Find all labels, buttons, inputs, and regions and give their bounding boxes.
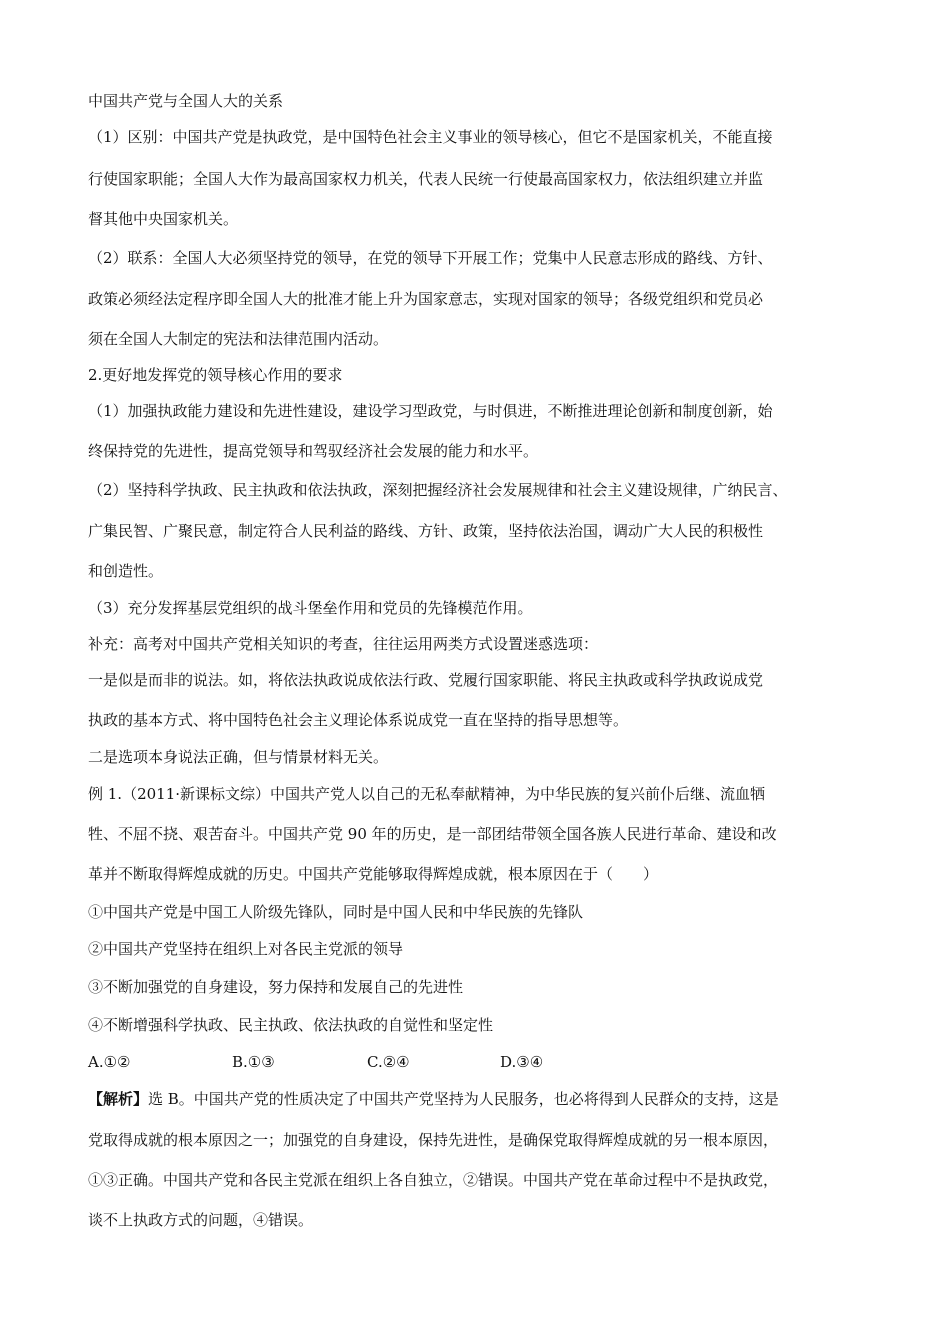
answer-options [88,1051,688,1073]
option-a: A.①② [88,1053,131,1071]
example-question: 例 1.（2011·新课标文综）中国共产党人以自己的无私奉献精神，为中华民族的复兴前仆后继、流血牺 [88,785,766,803]
text-line: 行使国家职能；全国人大作为最高国家权力机关，代表人民统一行使最高国家权力，依法组织建立并监 [88,170,764,188]
text-line: 谈不上执政方式的问题，④错误。 [88,1211,314,1229]
supplement-heading: 补充：高考对中国共产党相关知识的考查，往往运用两类方式设置迷惑选项： [88,635,599,653]
text-line: 须在全国人大制定的宪法和法律范围内活动。 [88,330,389,348]
text-line: 二是选项本身说法正确，但与情景材料无关。 [88,748,389,766]
text-line: 和创造性。 [88,562,164,580]
statement-4: ④不断增强科学执政、民主执政、依法执政的自觉性和坚定性 [88,1016,494,1034]
analysis-line [88,1088,779,1110]
text-line: （2）联系：全国人大必须坚持党的领导，在党的领导下开展工作；党集中人民意志形成的路线、方针、 [88,249,773,267]
option-d: D.③④ [500,1053,544,1071]
analysis-text: 选 B。中国共产党的性质决定了中国共产党坚持为人民服务，也必将得到人民群众的支持，这是 [148,1090,779,1108]
text-line: 执政的基本方式、将中国特色社会主义理论体系说成党一直在坚持的指导思想等。 [88,711,629,729]
text-line: 终保持党的先进性，提高党领导和驾驭经济社会发展的能力和水平。 [88,442,539,460]
text-line: （2）坚持科学执政、民主执政和依法执政，深刻把握经济社会发展规律和社会主义建设规律，广纳民言、 [88,481,788,499]
text-line: （3）充分发挥基层党组织的战斗堡垒作用和党员的先锋模范作用。 [88,599,533,617]
statement-2: ②中国共产党坚持在组织上对各民主党派的领导 [88,940,404,958]
text-line: 督其他中央国家机关。 [88,210,239,228]
text-line: ①③正确。中国共产党和各民主党派在组织上各自独立，②错误。中国共产党在革命过程中不是执政党， [88,1171,779,1189]
text-line: 一是似是而非的说法。如，将依法执政说成依法行政、党履行国家职能、将民主执政或科学执政说成党 [88,671,764,689]
analysis-label: 【解析】 [88,1090,149,1108]
text-line: 广集民智、广聚民意，制定符合人民利益的路线、方针、政策，坚持依法治国，调动广大人民的积极性 [88,522,764,540]
text-line: （1）加强执政能力建设和先进性建设，建设学习型政党，与时俱进，不断推进理论创新和制度创新，始 [88,402,773,420]
option-c: C.②④ [367,1053,410,1071]
text-line: 牲、不屈不挠、艰苦奋斗。中国共产党 90 年的历史，是一部团结带领全国各族人民进行革命、建设和改 [88,825,777,843]
text-line: （1）区别：中国共产党是执政党，是中国特色社会主义事业的领导核心，但它不是国家机关，不能直接 [88,128,773,146]
statement-1: ①中国共产党是中国工人阶级先锋队，同时是中国人民和中华民族的先锋队 [88,903,584,921]
option-b: B.①③ [232,1053,275,1071]
text-line: 政策必须经法定程序即全国人大的批准才能上升为国家意志，实现对国家的领导；各级党组织和党员必 [88,290,764,308]
statement-3: ③不断加强党的自身建设，努力保持和发展自己的先进性 [88,978,464,996]
text-line: 革并不断取得辉煌成就的历史。中国共产党能够取得辉煌成就，根本原因在于（ ） [88,865,659,883]
section-heading-party-npc-relation: 中国共产党与全国人大的关系 [88,92,284,110]
text-line: 党取得成就的根本原因之一；加强党的自身建设，保持先进性，是确保党取得辉煌成就的另一根本原因， [88,1131,779,1149]
section-heading-leadership: 2.更好地发挥党的领导核心作用的要求 [88,366,343,384]
